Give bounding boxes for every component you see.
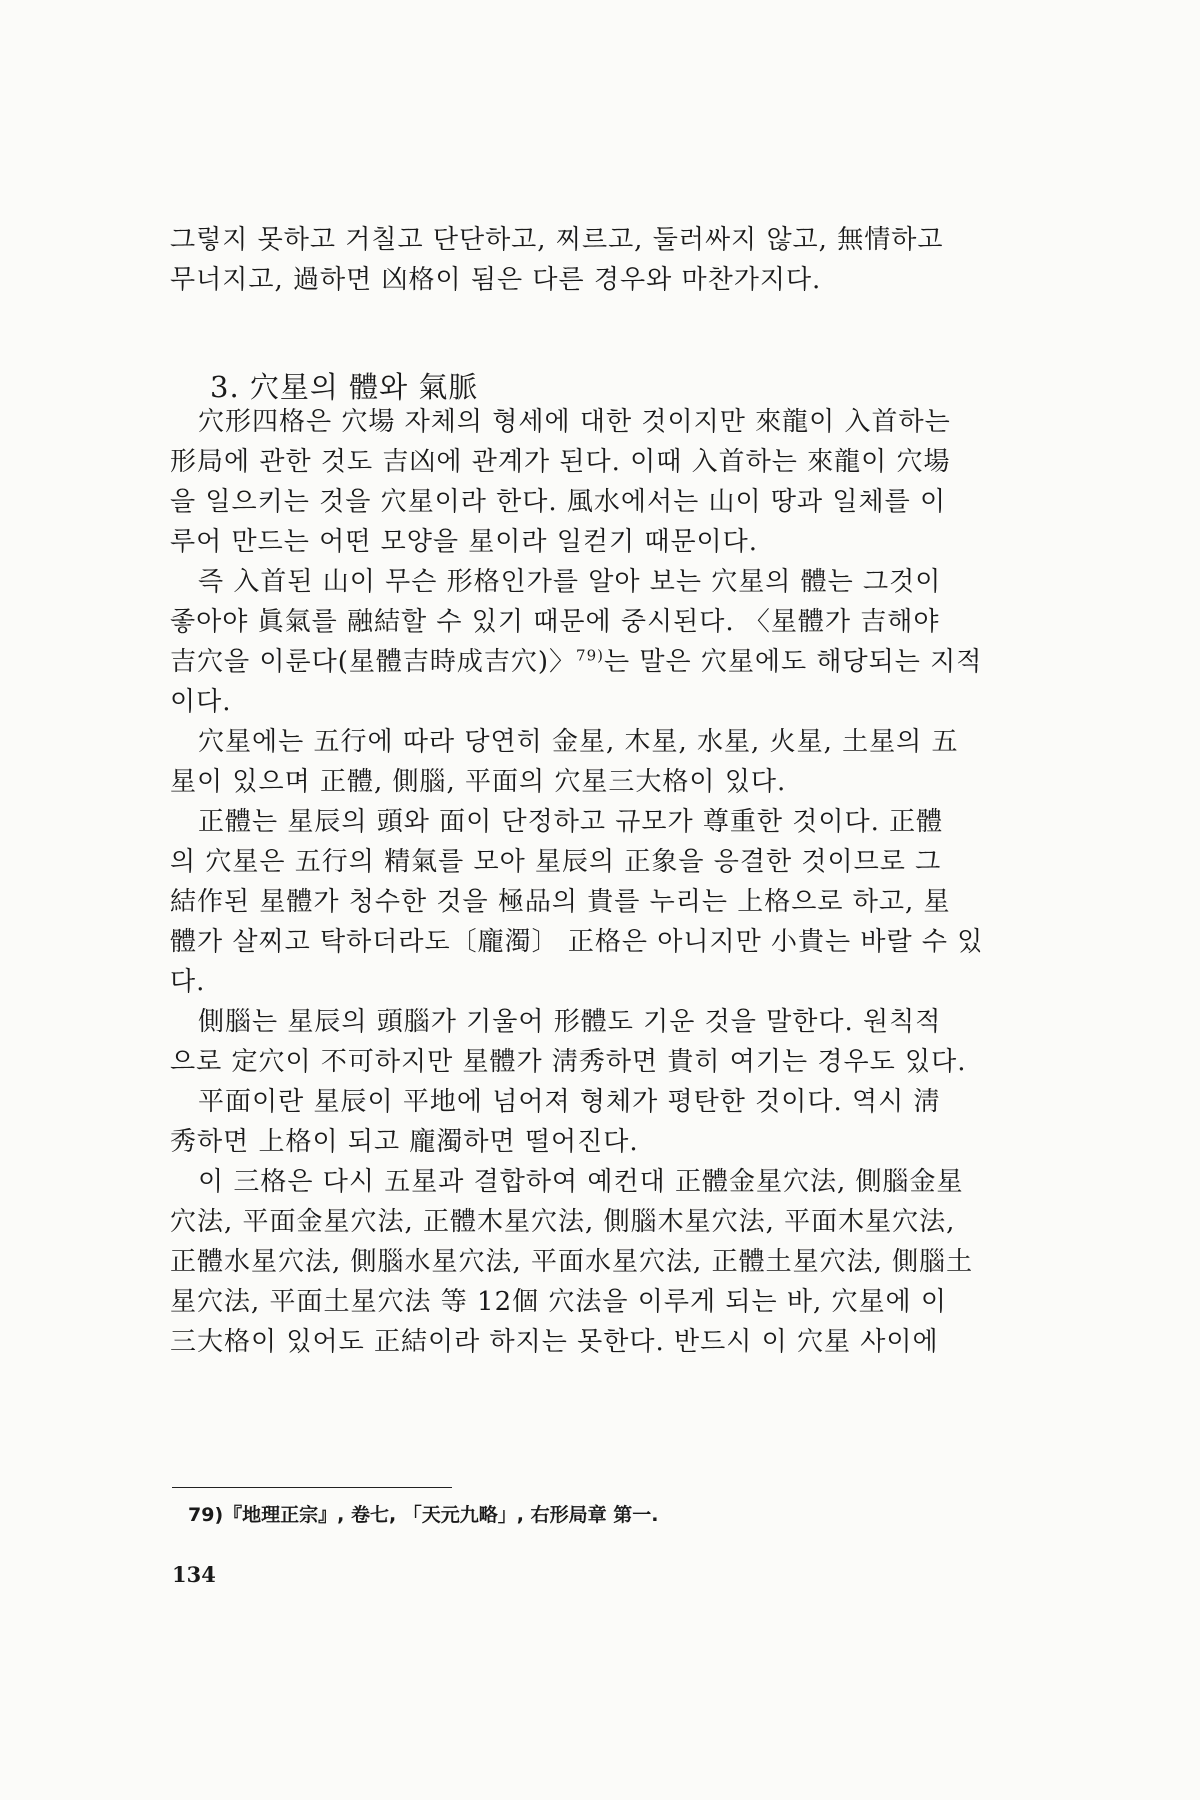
text-line: 으로 定穴이 不可하지만 星體가 淸秀하면 貴히 여기는 경우도 있다. <box>170 1047 967 1077</box>
line-text: 는 말은 穴星에도 해당되는 지적 <box>603 647 983 677</box>
paragraph <box>170 562 1030 722</box>
text-line <box>170 642 1030 682</box>
footnote-79: 79)『地理正宗』, 卷七, 「天元九略」, 右形局章 第一. <box>188 1504 659 1526</box>
text-line: 形局에 관한 것도 吉凶에 관계가 된다. 이때 入首하는 來龍이 穴場 <box>170 447 951 477</box>
page-number: 134 <box>172 1562 216 1587</box>
text-line: 좋아야 眞氣를 融結할 수 있기 때문에 중시된다. 〈星體가 吉해야 <box>170 607 940 637</box>
text-line: 秀하면 上格이 되고 龐濁하면 떨어진다. <box>170 1127 639 1157</box>
text-line: 平面이란 星辰이 平地에 넘어져 형체가 평탄한 것이다. 역시 淸 <box>198 1087 941 1117</box>
text-line: 다. <box>170 967 206 997</box>
paragraph <box>170 1162 1030 1362</box>
body-text <box>170 402 1030 1362</box>
paragraph <box>170 1082 1030 1162</box>
paragraph <box>170 1002 1030 1082</box>
text-line: 正體水星穴法, 側腦水星穴法, 平面水星穴法, 正體土星穴法, 側腦土 <box>170 1247 974 1277</box>
text-line: 正體는 星辰의 頭와 面이 단정하고 규모가 尊重한 것이다. 正體 <box>198 807 944 837</box>
text-line: 의 穴星은 五行의 精氣를 모아 星辰의 正象을 응결한 것이므로 그 <box>170 847 942 877</box>
text-line: 星穴法, 平面土星穴法 等 12個 穴法을 이루게 되는 바, 穴星에 이 <box>170 1287 948 1317</box>
intro-text <box>170 220 1030 300</box>
text-line: 즉 入首된 山이 무슨 形格인가를 알아 보는 穴星의 體는 그것이 <box>198 567 942 597</box>
paragraph <box>170 802 1030 1002</box>
text-line: 穴形四格은 穴場 자체의 형세에 대한 것이지만 來龍이 入首하는 <box>198 407 951 437</box>
text-line: 루어 만드는 어떤 모양을 星이라 일컫기 때문이다. <box>170 527 759 557</box>
text-line: 穴星에는 五行에 따라 당연히 金星, 木星, 水星, 火星, 土星의 五 <box>198 727 959 757</box>
text-line: 그렇지 못하고 거칠고 단단하고, 찌르고, 둘러싸지 않고, 無情하고 <box>170 225 944 255</box>
section-heading: 3. 穴星의 體와 氣脈 <box>210 370 479 404</box>
text-line: 이다. <box>170 687 232 717</box>
text-line: 體가 살찌고 탁하더라도〔龐濁〕 正格은 아니지만 小貴는 바랄 수 있 <box>170 927 984 957</box>
paragraph <box>170 722 1030 802</box>
text-line: 星이 있으며 正體, 側腦, 平面의 穴星三大格이 있다. <box>170 767 787 797</box>
paragraph <box>170 402 1030 562</box>
text-line: 結作된 星體가 청수한 것을 極品의 貴를 누리는 上格으로 하고, 星 <box>170 887 951 917</box>
text-line: 穴法, 平面金星穴法, 正體木星穴法, 側腦木星穴法, 平面木星穴法, <box>170 1207 956 1237</box>
footnote-divider <box>172 1487 452 1488</box>
text-line: 을 일으키는 것을 穴星이라 한다. 風水에서는 山이 땅과 일체를 이 <box>170 487 947 517</box>
footnote-marker: 79) <box>576 646 604 665</box>
text-line: 무너지고, 過하면 凶格이 됨은 다른 경우와 마찬가지다. <box>170 265 822 295</box>
text-line: 이 三格은 다시 五星과 결합하여 예컨대 正體金星穴法, 側腦金星 <box>198 1167 964 1197</box>
line-text: 吉穴을 이룬다(星體吉時成吉穴)〉 <box>170 647 577 677</box>
text-line: 三大格이 있어도 正結이라 하지는 못한다. 반드시 이 穴星 사이에 <box>170 1327 939 1357</box>
text-line: 側腦는 星辰의 頭腦가 기울어 形體도 기운 것을 말한다. 원칙적 <box>198 1007 942 1037</box>
